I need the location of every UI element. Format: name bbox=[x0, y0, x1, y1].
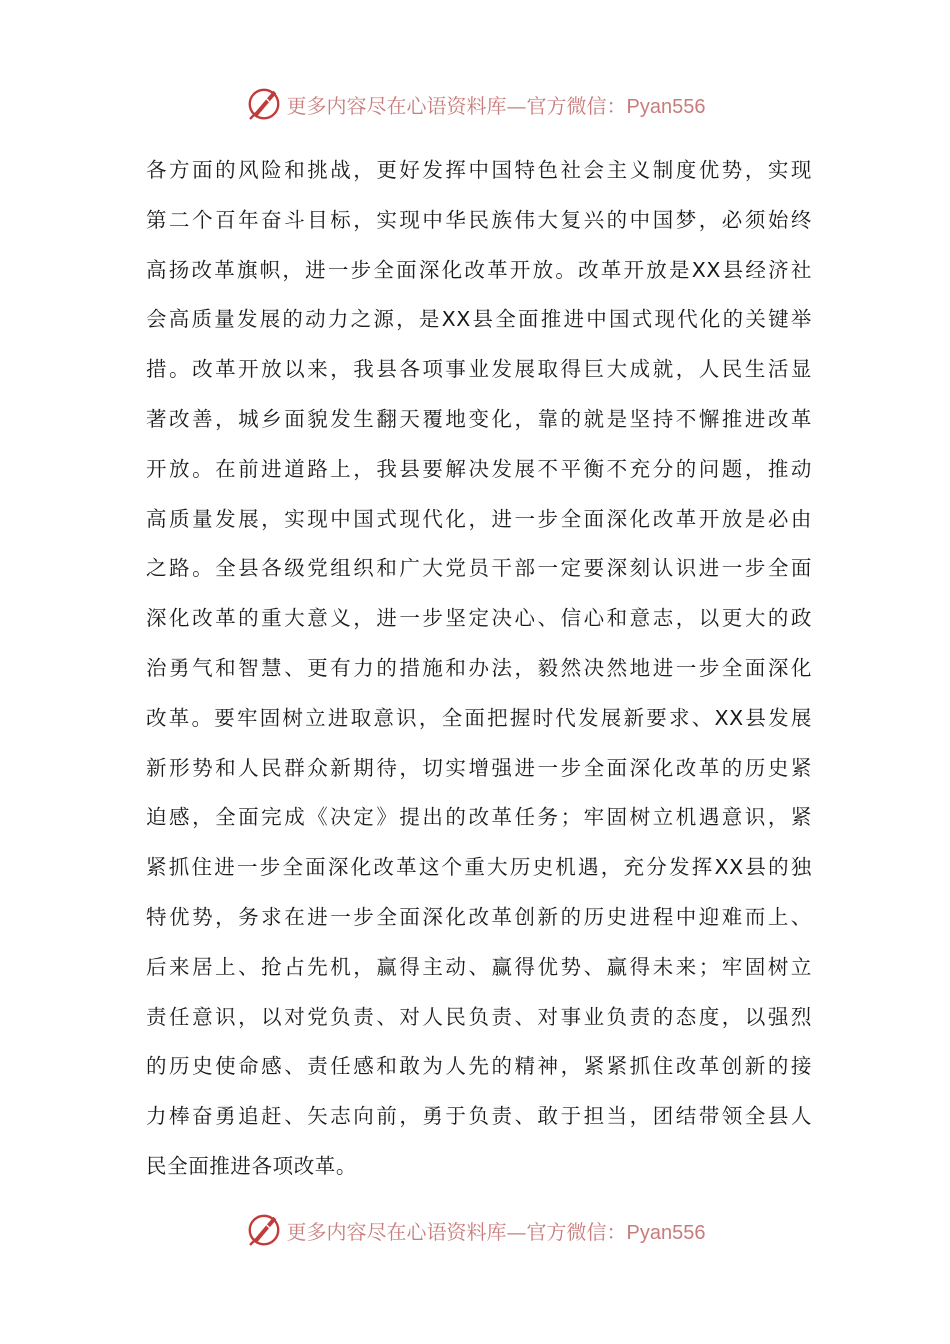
watermark-contact: Pyan556 bbox=[626, 95, 706, 118]
text-line: 新形势和人民群众新期待，切实增强进一步全面深化改革的历史紧 bbox=[146, 755, 812, 780]
text-line: 措。改革开放以来，我县各项事业发展取得巨大成就，人民生活显 bbox=[146, 357, 812, 382]
quill-pen-logo-icon bbox=[245, 85, 283, 123]
watermark-contact: Pyan556 bbox=[626, 1221, 706, 1244]
footer-watermark bbox=[0, 1208, 950, 1252]
text-line: 著改善，城乡面貌发生翻天覆地变化，靠的就是坚持不懈推进改革 bbox=[146, 406, 812, 431]
text-line: 治勇气和智慧、更有力的措施和办法，毅然决然地进一步全面深化 bbox=[146, 655, 812, 680]
text-line: 之路。全县各级党组织和广大党员干部一定要深刻认识进一步全面 bbox=[146, 556, 812, 581]
header-watermark bbox=[0, 82, 950, 126]
text-line: 高扬改革旗帜，进一步全面深化改革开放。改革开放是XX县经济社 bbox=[146, 257, 812, 282]
text-line: 后来居上、抢占先机，赢得主动、赢得优势、赢得未来；牢固树立 bbox=[146, 954, 812, 979]
text-line: 改革。要牢固树立进取意识，全面把握时代发展新要求、XX县发展 bbox=[146, 705, 812, 730]
text-line: 的历史使命感、责任感和敢为人先的精神，紧紧抓住改革创新的接 bbox=[146, 1054, 812, 1079]
quill-pen-logo-icon bbox=[245, 1211, 283, 1249]
text-line: 紧抓住进一步全面深化改革这个重大历史机遇，充分发挥XX县的独 bbox=[146, 855, 812, 880]
text-line: 高质量发展，实现中国式现代化，进一步全面深化改革开放是必由 bbox=[146, 506, 812, 531]
text-line: 深化改革的重大意义，进一步坚定决心、信心和意志，以更大的政 bbox=[146, 606, 812, 631]
document-body bbox=[146, 146, 812, 1192]
text-line: 迫感，全面完成《决定》提出的改革任务；牢固树立机遇意识，紧 bbox=[146, 805, 812, 830]
text-line: 开放。在前进道路上，我县要解决发展不平衡不充分的问题，推动 bbox=[146, 456, 812, 481]
text-line: 责任意识，以对党负责、对人民负责、对事业负责的态度，以强烈 bbox=[146, 1004, 812, 1029]
text-line: 力棒奋勇追赶、矢志向前，勇于负责、敢于担当，团结带领全县人 bbox=[146, 1104, 812, 1129]
watermark-text: 更多内容尽在心语资料库—官方微信： bbox=[286, 93, 627, 118]
text-line: 会高质量发展的动力之源，是XX县全面推进中国式现代化的关键举 bbox=[146, 307, 812, 332]
text-line: 各方面的风险和挑战，更好发挥中国特色社会主义制度优势，实现 bbox=[146, 158, 812, 182]
text-line: 特优势，务求在进一步全面深化改革创新的历史进程中迎难而上、 bbox=[146, 904, 812, 929]
text-line: 第二个百年奋斗目标，实现中华民族伟大复兴的中国梦，必须始终 bbox=[146, 207, 812, 232]
watermark-text: 更多内容尽在心语资料库—官方微信： bbox=[286, 1219, 627, 1244]
text-line: 民全面推进各项改革。 bbox=[146, 1153, 357, 1178]
